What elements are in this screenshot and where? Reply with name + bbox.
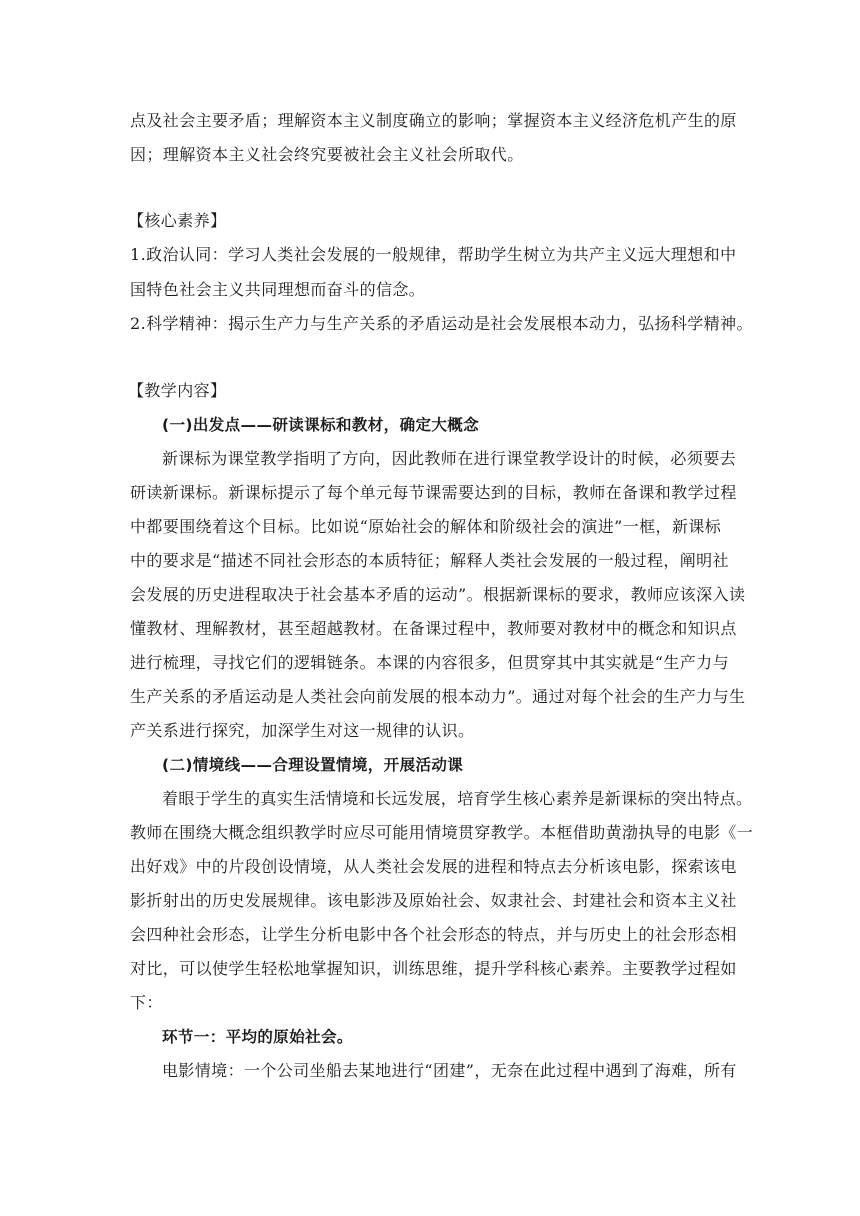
section1-line: 会发展的历史进程取决于社会基本矛盾的运动”。根据新课标的要求，教师应该深入读 bbox=[130, 585, 746, 604]
section1-line: 生产关系的矛盾运动是人类社会向前发展的根本动力”。通过对每个社会的生产力与生 bbox=[130, 687, 746, 706]
section1-line: 新课标为课堂教学指明了方向，因此教师在进行课堂教学设计的时候，必须要去 bbox=[162, 449, 737, 468]
section1-line: 懂教材、理解教材，甚至超越教材。在备课过程中，教师要对教材中的概念和知识点 bbox=[130, 619, 737, 638]
section2-line: 出好戏》中的片段创设情境，从人类社会发展的进程和特点去分析该电影，探索该电 bbox=[130, 857, 737, 876]
step1-line: 电影情境：一个公司坐船去某地进行“团建”，无奈在此过程中遇到了海难，所有 bbox=[162, 1061, 737, 1080]
core-literacy-heading: 【核心素养】 bbox=[128, 211, 227, 230]
teaching-content-heading: 【教学内容】 bbox=[128, 381, 227, 400]
section1-line: 产关系进行探究，加深学生对这一规律的认识。 bbox=[130, 721, 475, 740]
section2-line: 着眼于学生的真实生活情境和长远发展，培育学生核心素养是新课标的突出特点。 bbox=[162, 789, 753, 808]
section1-line: 中的要求是“描述不同社会形态的本质特征；解释人类社会发展的一般过程，阐明社 bbox=[130, 551, 729, 570]
section1-line: 进行梳理，寻找它们的逻辑链条。本课的内容很多，但贯穿其中其实就是“生产力与 bbox=[130, 653, 729, 672]
step1-title: 环节一：平均的原始社会。 bbox=[162, 1028, 353, 1046]
core-literacy-line: 2.科学精神：揭示生产力与生产关系的矛盾运动是社会发展根本动力，弘扬科学精神。 bbox=[130, 314, 753, 333]
section2-line: 会四种社会形态，让学生分析电影中各个社会形态的特点，并与历史上的社会形态相 bbox=[130, 925, 737, 944]
section1-title: (一)出发点——研读课标和教材，确定大概念 bbox=[162, 416, 480, 434]
section2-line: 对比，可以使学生轻松地掌握知识，训练思维，提升学科核心素养。主要教学过程如 bbox=[130, 959, 737, 978]
section2-title: (二)情境线——合理设置情境，开展活动课 bbox=[162, 756, 464, 774]
core-literacy-line: 国特色社会主义共同理想而奋斗的信念。 bbox=[130, 280, 426, 299]
section1-line: 中都要围绕着这个目标。比如说“原始社会的解体和阶级社会的演进”一框，新课标 bbox=[130, 517, 722, 536]
intro-line: 点及社会主要矛盾；理解资本主义制度确立的影响；掌握资本主义经济危机产生的原 bbox=[130, 111, 737, 130]
section2-line: 下： bbox=[130, 993, 163, 1012]
section2-line: 影折射出的历史发展规律。该电影涉及原始社会、奴隶社会、封建社会和资本主义社 bbox=[130, 891, 737, 910]
core-literacy-line: 1.政治认同：学习人类社会发展的一般规律，帮助学生树立为共产主义远大理想和中 bbox=[130, 245, 737, 264]
section2-line: 教师在围绕大概念组织教学时应尽可能用情境贯穿教学。本框借助黄渤执导的电影《一 bbox=[130, 823, 754, 842]
section1-line: 研读新课标。新课标提示了每个单元每节课需要达到的目标，教师在备课和教学过程 bbox=[130, 483, 737, 502]
intro-line: 因；理解资本主义社会终究要被社会主义社会所取代。 bbox=[130, 145, 524, 164]
